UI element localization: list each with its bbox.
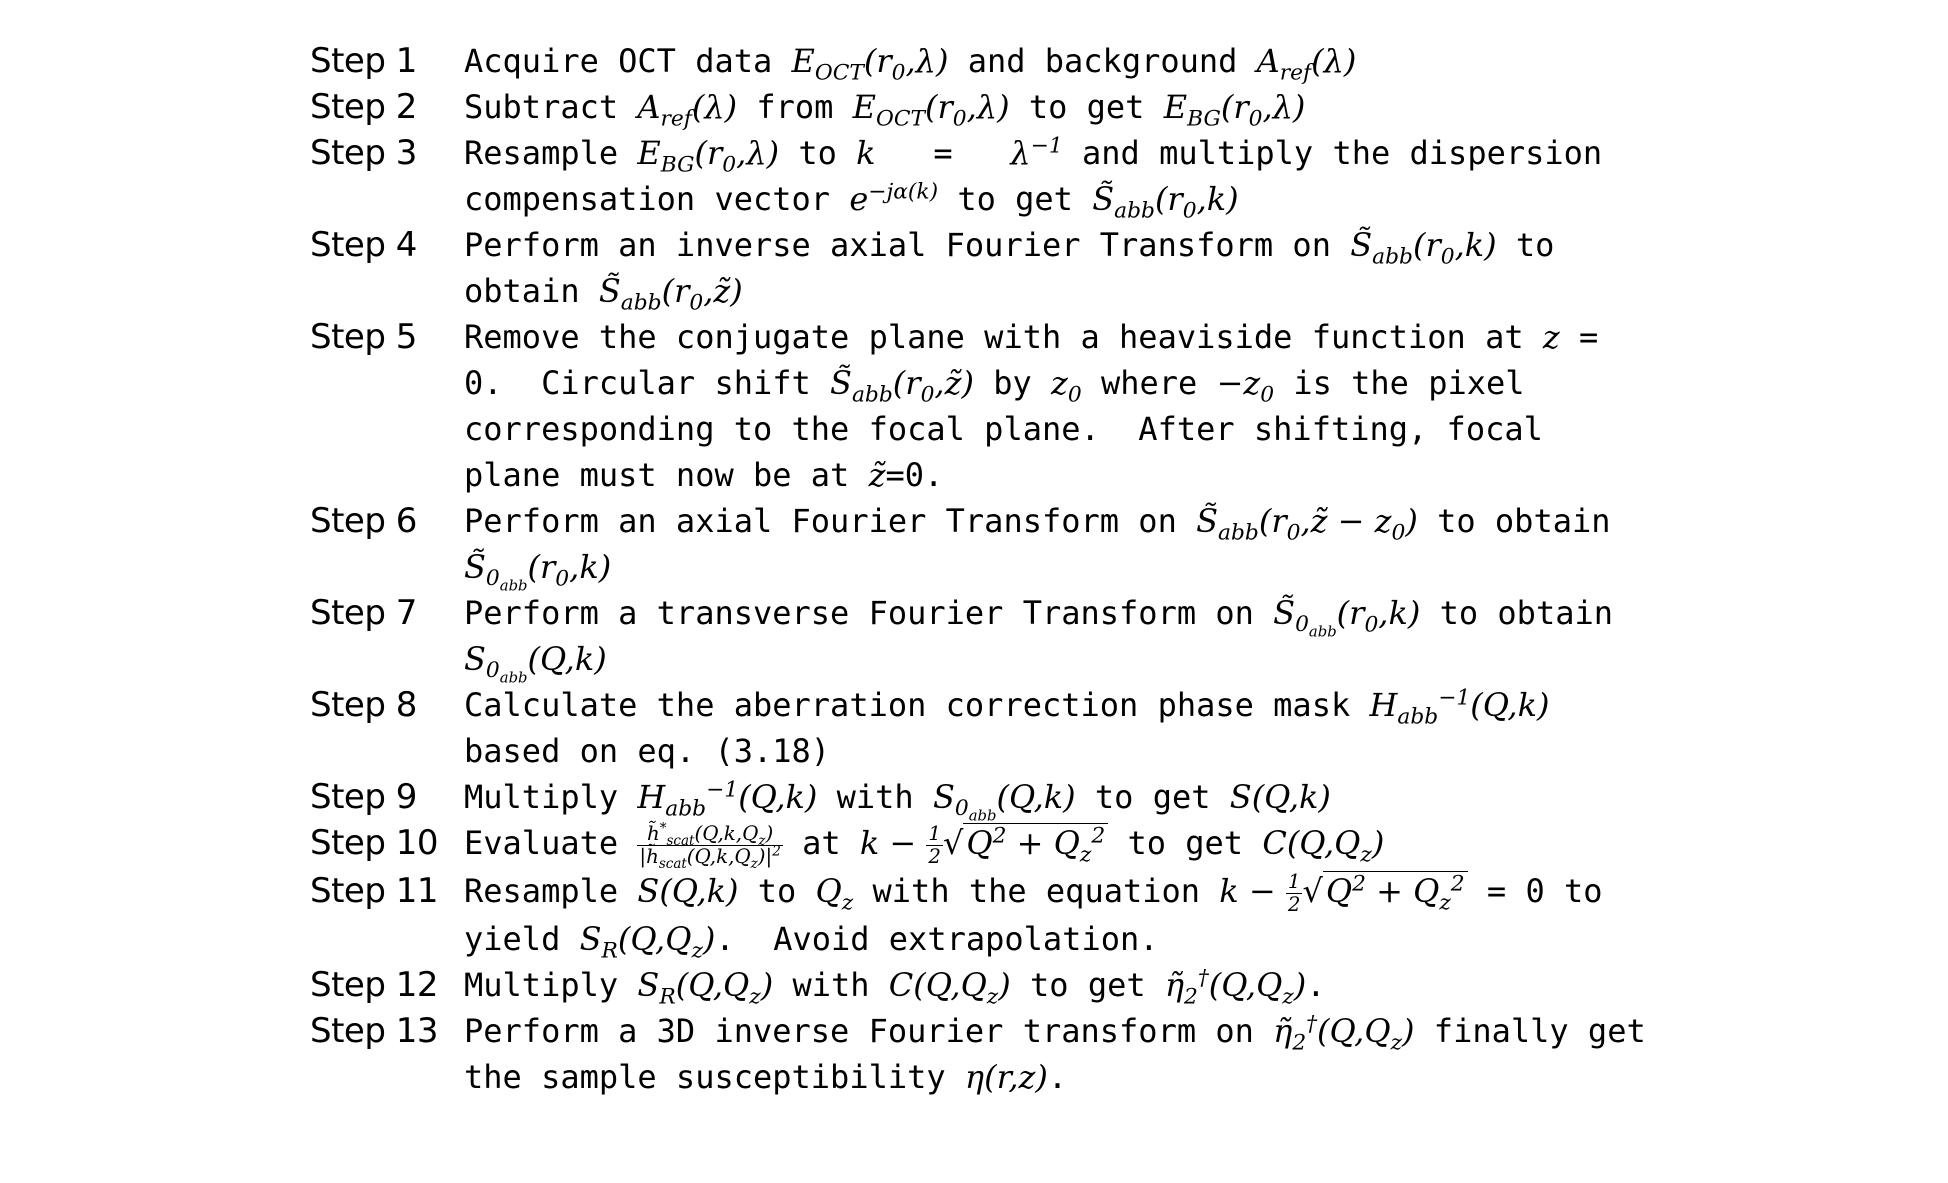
step-11 (310, 868, 1650, 962)
step-label: Step 7 (310, 593, 417, 633)
step-text: Perform a 3D inverse Fourier transform on $\etã_2^\dagger(Q,Q_z)$ finally get the sample susceptibility η(r,z). (464, 1011, 1646, 1096)
step-text: Perform an axial Fourier Transform on $S̃_{abb}(r_0,z̃ - z_0)$ to obtain $S̃_{0_{abb}}(r_0,k)$ (464, 502, 1611, 595)
step-10 (310, 820, 1650, 872)
step-5 (310, 314, 1650, 498)
step-label: Step 2 (310, 87, 417, 127)
step-label: Step 12 (310, 964, 438, 1005)
step-7 (310, 590, 1650, 687)
step-label: Step 9 (310, 777, 417, 817)
step-text: Multiply $H_{abb}^{-1}(Q,k)$ with $S_{0_{abb}}(Q,k)$ to get S(Q,k) (464, 777, 1331, 825)
step-text: Subtract $A_{ref}(\lambda)$ from $E_{OCT}(r_0,\lambda)$ to get $E_{BG}(r_0,\lambda)$ (464, 88, 1306, 132)
step-text: Evaluate $\frac{h̃^*_{scat}(Q,k,Q_z)}{|h̃_{scat}(Q,k,Q_z)|^2}$ at k − $\frac{1}{2}$ $√Q^2 + Q_z^2$ to get $C(Q,Q_z)$ (464, 820, 1385, 872)
step-text: Resample S(Q,k) to $Q_z$ with the equation k − $\frac{1}{2}$ $√Q^2 + Q_z^2 = 0$ to yield $S_R(Q,Q_z)$. Avoid extrapolation. (464, 870, 1603, 964)
step-12 (310, 962, 1650, 1008)
step-3 (310, 130, 1650, 222)
step-label: Step 13 (310, 1010, 438, 1051)
step-label: Step 3 (310, 133, 417, 173)
step-9 (310, 774, 1650, 825)
step-13 (310, 1008, 1650, 1100)
step-text: Resample $E_{BG}(r_0,\lambda)$ to $k = \lambda^{-1}$ and multiply the dispersion compensation vector $e^{-j\alpha(k)}$ to get $S̃_{abb}(r_0,k)$ (464, 133, 1603, 224)
step-8 (310, 682, 1650, 774)
step-label: Step 6 (310, 501, 417, 541)
step-text: Calculate the aberration correction phase mask $H_{abb}^{-1}(Q,k)$ based on eq. (3.18) (464, 685, 1550, 770)
step-label: Step 5 (310, 317, 417, 357)
algorithm-steps (310, 38, 1650, 1100)
step-text: Remove the conjugate plane with a heaviside function at z = 0. Circular shift $S̃_{abb}(r_0,z̃)$ by $z_0$ where $-z_0$ is the pixel corresponding to the focal plane. After shifting, focal plane must now be at z̃=0. (464, 318, 1599, 494)
step-label: Step 10 (310, 823, 438, 863)
step-text: Perform an inverse axial Fourier Transform on $S̃_{abb}(r_0,k)$ to obtain $S̃_{abb}(r_0,z̃)$ (464, 226, 1555, 316)
step-text: Acquire OCT data $E_{OCT}(r_0,\lambda)$ and background $A_{ref}(\lambda)$ (464, 42, 1357, 86)
step-1 (310, 38, 1650, 84)
step-label: Step 8 (310, 685, 417, 725)
step-6 (310, 498, 1650, 595)
step-4 (310, 222, 1650, 314)
step-2 (310, 84, 1650, 130)
step-label: Step 4 (310, 225, 417, 265)
step-text: Perform a transverse Fourier Transform on $S̃_{0_{abb}}(r_0,k)$ to obtain $S_{0_{abb}}(Q,k)$ (464, 594, 1613, 687)
step-label: Step 11 (310, 870, 438, 911)
step-label: Step 1 (310, 41, 417, 81)
step-text: Multiply $S_R(Q,Q_z)$ with $C(Q,Q_z)$ to get $\etã_2^\dagger(Q,Q_z)$. (464, 965, 1326, 1010)
